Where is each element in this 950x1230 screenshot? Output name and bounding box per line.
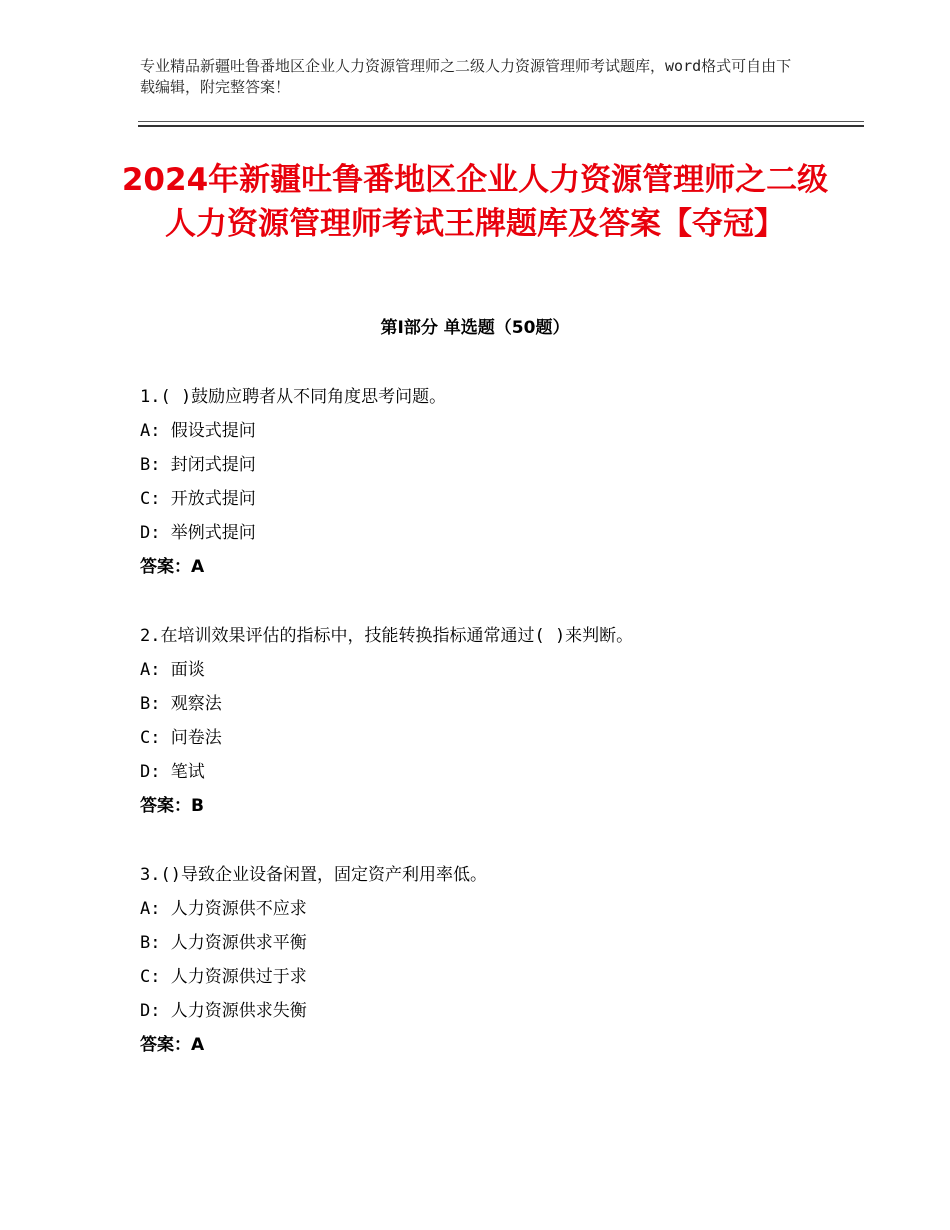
question-item	[140, 858, 860, 1062]
question-item	[140, 380, 860, 584]
option-b: B: 观察法	[140, 694, 222, 714]
question-stem: 3.()导致企业设备闲置，固定资产利用率低。	[140, 865, 487, 885]
question-stem: 2.在培训效果评估的指标中，技能转换指标通常通过( )来判断。	[140, 626, 634, 646]
document-title: 2024年新疆吐鲁番地区企业人力资源管理师之二级人力资源管理师考试王牌题库及答案【夺冠】	[121, 162, 829, 242]
option-c: C: 人力资源供过于求	[140, 967, 307, 987]
answer: 答案：B	[140, 796, 204, 816]
option-d: D: 笔试	[140, 762, 205, 782]
header-divider-thin	[138, 121, 864, 122]
answer: 答案：A	[140, 1035, 205, 1055]
option-b: B: 人力资源供求平衡	[140, 933, 307, 953]
header-divider-thick	[138, 125, 864, 127]
option-b: B: 封闭式提问	[140, 455, 256, 475]
question-stem: 1.( )鼓励应聘者从不同角度思考问题。	[140, 387, 447, 407]
header-note: 专业精品新疆吐鲁番地区企业人力资源管理师之二级人力资源管理师考试题库，word格式可自由下载编辑，附完整答案！	[140, 57, 792, 96]
question-item	[140, 619, 860, 823]
option-a: A: 人力资源供不应求	[140, 899, 307, 919]
section-heading: 第Ⅰ部分 单选题（50题）	[380, 318, 570, 338]
option-c: C: 问卷法	[140, 728, 222, 748]
answer: 答案：A	[140, 557, 205, 577]
option-d: D: 举例式提问	[140, 523, 256, 543]
option-c: C: 开放式提问	[140, 489, 256, 509]
option-a: A: 面谈	[140, 660, 205, 680]
option-d: D: 人力资源供求失衡	[140, 1001, 307, 1021]
option-a: A: 假设式提问	[140, 421, 256, 441]
